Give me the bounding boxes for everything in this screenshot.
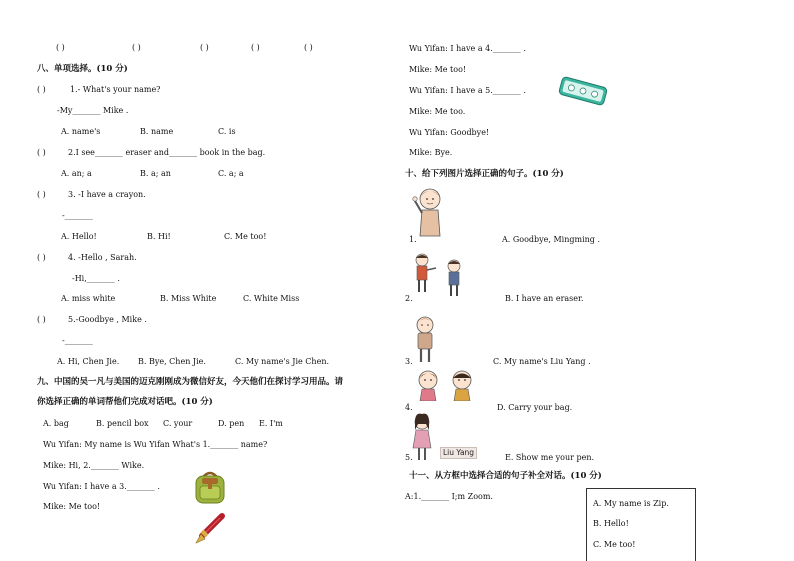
answer-c: C. My name's Liu Yang .	[493, 357, 591, 366]
answer-b: B. I have an eraser.	[505, 294, 584, 303]
dialog-right-1: Wu Yifan: I have a 4._______ .	[409, 44, 526, 53]
section9-title-line1: 九、中国的吴一凡与美国的迈克刚刚成为微信好友，今天他们在探讨学习用品。请	[37, 377, 344, 387]
dialog-line-3: Wu Yifan: I have a 3._______ .	[43, 482, 160, 491]
answer-paren-3[interactable]: ( )	[200, 43, 209, 52]
q1-stem: 1.- What's your name?	[70, 85, 161, 94]
section11-dialog-line: A:1._______ I;m Zoom.	[405, 492, 493, 501]
q4-option-a: A. miss white	[61, 294, 116, 303]
q5-option-b: B. Bye, Chen Jie.	[138, 357, 206, 366]
picture-num-3: 3.	[405, 357, 413, 366]
picture-num-5: 5.	[405, 453, 413, 462]
q4-stem: 4. -Hello , Sarah.	[68, 253, 137, 262]
answer-paren-2[interactable]: ( )	[132, 43, 141, 52]
word-option-a: A. bag	[43, 419, 69, 428]
q3-answer: -_______	[62, 211, 93, 220]
answer-a: A. Goodbye, Mingming .	[502, 235, 600, 244]
q1-option-c: C. is	[218, 127, 236, 136]
dialog-right-3: Wu Yifan: I have a 5._______ .	[409, 86, 526, 95]
q5-answer: -_______	[62, 336, 93, 345]
section10-title: 十、给下列图片选择正确的句子。(10 分)	[405, 169, 564, 179]
q2-stem: 2.I see_______ eraser and_______ book in the bag.	[68, 148, 266, 157]
waving-person-picture	[410, 186, 450, 238]
q2-paren[interactable]: ( )	[37, 148, 46, 157]
children-talking-picture	[414, 369, 478, 401]
pencil-box-picture	[557, 75, 609, 107]
q3-option-c: C. Me too!	[224, 232, 267, 241]
q5-stem: 5.-Goodbye , Mike .	[68, 315, 147, 324]
girl-introducing-picture	[410, 412, 434, 462]
q4-paren[interactable]: ( )	[37, 253, 46, 262]
word-option-d: D. pen	[218, 419, 245, 428]
child-standing-picture	[410, 314, 440, 364]
box-option-a: A. My name is Zip.	[593, 499, 669, 508]
box-option-c: C. Me too!	[593, 540, 636, 549]
q1-option-b: B. name	[140, 127, 174, 136]
q5-option-a: A. Hi, Chen Jie.	[57, 357, 120, 366]
q3-stem: 3. -I have a crayon.	[68, 190, 146, 199]
picture-num-2: 2.	[405, 294, 413, 303]
word-option-b: B. pencil box	[96, 419, 149, 428]
dialog-line-4: Mike: Me too!	[43, 502, 101, 511]
answer-paren-1[interactable]: ( )	[56, 43, 65, 52]
q4-option-b: B. Miss White	[160, 294, 217, 303]
q1-answer: -My_______ Mike .	[57, 106, 129, 115]
fountain-pen-picture	[192, 512, 228, 546]
dialog-right-5: Wu Yifan: Goodbye!	[409, 128, 490, 137]
section8-title: 八、单项选择。(10 分)	[37, 64, 128, 74]
answer-e: E. Show me your pen.	[505, 453, 595, 462]
picture-num-4: 4.	[405, 403, 413, 412]
word-option-c: C. your	[163, 419, 193, 428]
two-children-picture	[410, 252, 466, 298]
q3-option-a: A. Hello!	[61, 232, 97, 241]
q5-paren[interactable]: ( )	[37, 315, 46, 324]
picture-num-1: 1.	[409, 235, 417, 244]
dialog-line-1: Wu Yifan: My name is Wu Yifan What's 1._______ name?	[43, 440, 268, 449]
dialog-right-2: Mike: Me too!	[409, 65, 467, 74]
word-option-e: E. I'm	[259, 419, 283, 428]
q5-option-c: C. My name's Jie Chen.	[235, 357, 330, 366]
q2-option-b: B. a; an	[140, 169, 171, 178]
dialog-right-4: Mike: Me too.	[409, 107, 466, 116]
answer-d: D. Carry your bag.	[497, 403, 573, 412]
dialog-line-2: Mike: Hi, 2._______ Wike.	[43, 461, 145, 470]
answer-paren-4[interactable]: ( )	[251, 43, 260, 52]
q2-option-a: A. an; a	[61, 169, 92, 178]
answer-paren-5[interactable]: ( )	[304, 43, 313, 52]
section11-title: 十一、从方框中选择合适的句子补全对话。(10 分)	[409, 471, 602, 481]
q3-option-b: B. Hi!	[147, 232, 171, 241]
dialog-right-6: Mike: Bye.	[409, 148, 453, 157]
q2-option-c: C. a; a	[218, 169, 244, 178]
box-option-b: B. Hello!	[593, 519, 629, 528]
name-card: Liu Yang	[440, 447, 477, 459]
q1-paren[interactable]: ( )	[37, 85, 46, 94]
section9-title-line2: 你选择正确的单词帮他们完成对话吧。(10 分)	[37, 397, 213, 407]
q3-paren[interactable]: ( )	[37, 190, 46, 199]
q4-answer: -Hi,_______ .	[72, 274, 120, 283]
school-bag-picture	[193, 469, 227, 505]
q4-option-c: C. White Miss	[243, 294, 300, 303]
q1-option-a: A. name's	[61, 127, 101, 136]
